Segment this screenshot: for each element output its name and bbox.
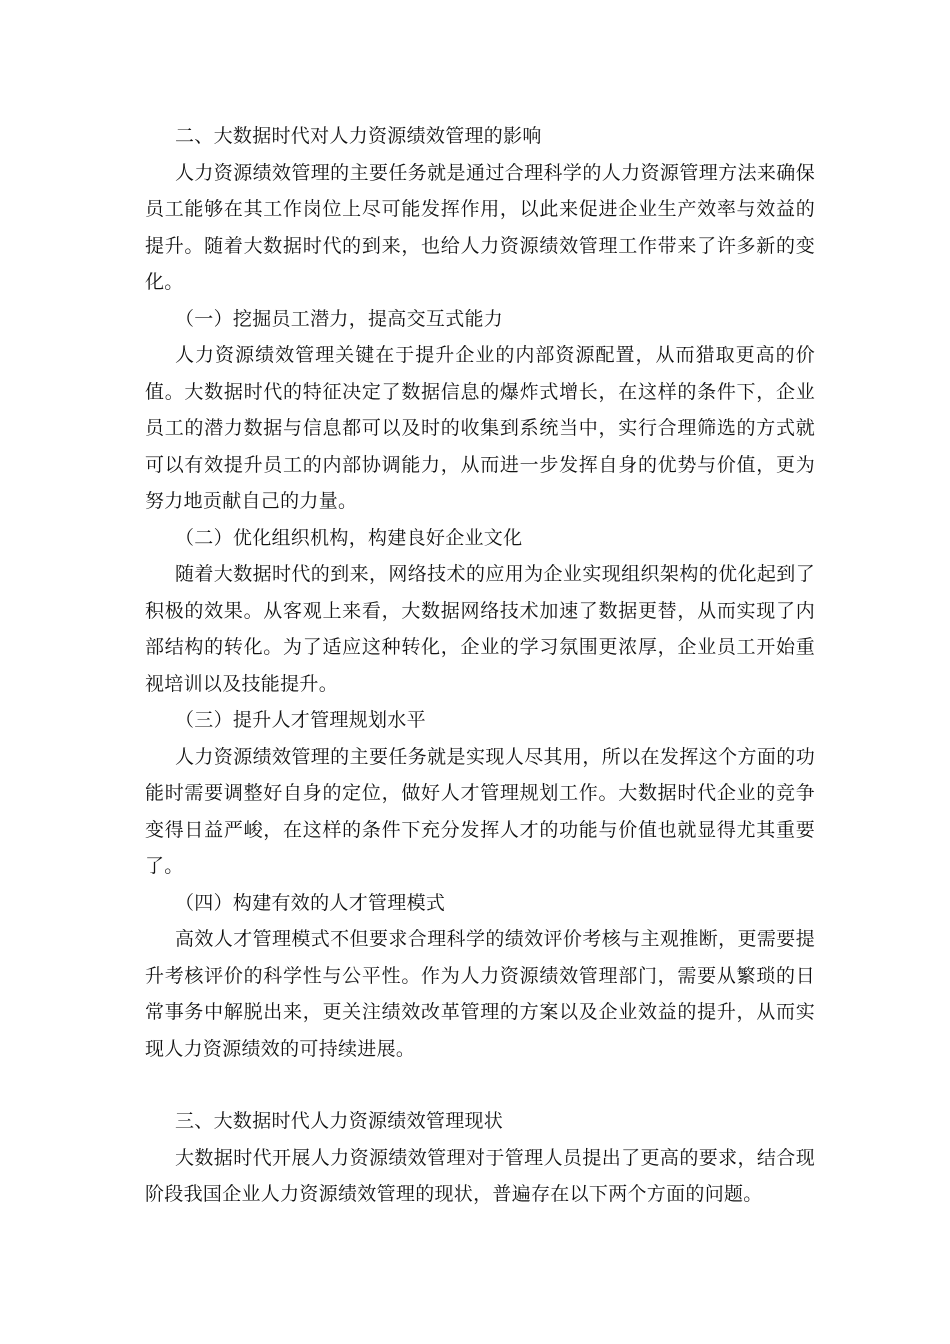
subsection-2-paragraph: 随着大数据时代的到来，网络技术的应用为企业实现组织架构的优化起到了积极的效果。从客观上来看，大数据网络技术加速了数据更替，从而实现了内部结构的转化。为了适应这种转化，企业的学习氛围更浓厚，企业员工开始重视培训以及技能提升。 bbox=[145, 563, 815, 695]
subsection-heading-3: （三）提升人才管理规划水平 bbox=[175, 709, 426, 731]
section-3-intro-paragraph: 大数据时代开展人力资源绩效管理对于管理人员提出了更高的要求，结合现阶段我国企业人力资源绩效管理的现状，普遍存在以下两个方面的问题。 bbox=[145, 1146, 815, 1205]
section-spacer bbox=[145, 1067, 815, 1103]
section-heading-2: 二、大数据时代对人力资源绩效管理的影响 bbox=[175, 125, 542, 147]
section-2-intro-paragraph: 人力资源绩效管理的主要任务就是通过合理科学的人力资源管理方法来确保员工能够在其工作岗位上尽可能发挥作用，以此来促进企业生产效率与效益的提升。随着大数据时代的到来，也给人力资源绩效管理工作带来了许多新的变化。 bbox=[145, 161, 815, 293]
subsection-1-paragraph: 人力资源绩效管理关键在于提升企业的内部资源配置，从而猎取更高的价值。大数据时代的特征决定了数据信息的爆炸式增长，在这样的条件下，企业员工的潜力数据与信息都可以及时的收集到系统当中，实行合理筛选的方式就可以有效提升员工的内部协调能力，从而进一步发挥自身的优势与价值，更为努力地贡献自己的力量。 bbox=[145, 344, 815, 512]
subsection-heading-2: （二）优化组织机构，构建良好企业文化 bbox=[175, 526, 523, 549]
subsection-4-paragraph: 高效人才管理模式不但要求合理科学的绩效评价考核与主观推断，更需要提升考核评价的科学性与公平性。作为人力资源绩效管理部门，需要从繁琐的日常事务中解脱出来，更关注绩效改革管理的方案以及企业效益的提升，从而实现人力资源绩效的可持续进展。 bbox=[145, 928, 815, 1060]
document-body bbox=[145, 118, 815, 1213]
subsection-3-paragraph: 人力资源绩效管理的主要任务就是实现人尽其用，所以在发挥这个方面的功能时需要调整好自身的定位，做好人才管理规划工作。大数据时代企业的竞争变得日益严峻，在这样的条件下充分发挥人才的功能与价值也就显得尤其重要了。 bbox=[145, 745, 815, 877]
subsection-heading-4: （四）构建有效的人才管理模式 bbox=[175, 891, 446, 914]
section-heading-3: 三、大数据时代人力资源绩效管理现状 bbox=[175, 1110, 504, 1132]
subsection-heading-1: （一）挖掘员工潜力，提高交互式能力 bbox=[175, 307, 504, 330]
